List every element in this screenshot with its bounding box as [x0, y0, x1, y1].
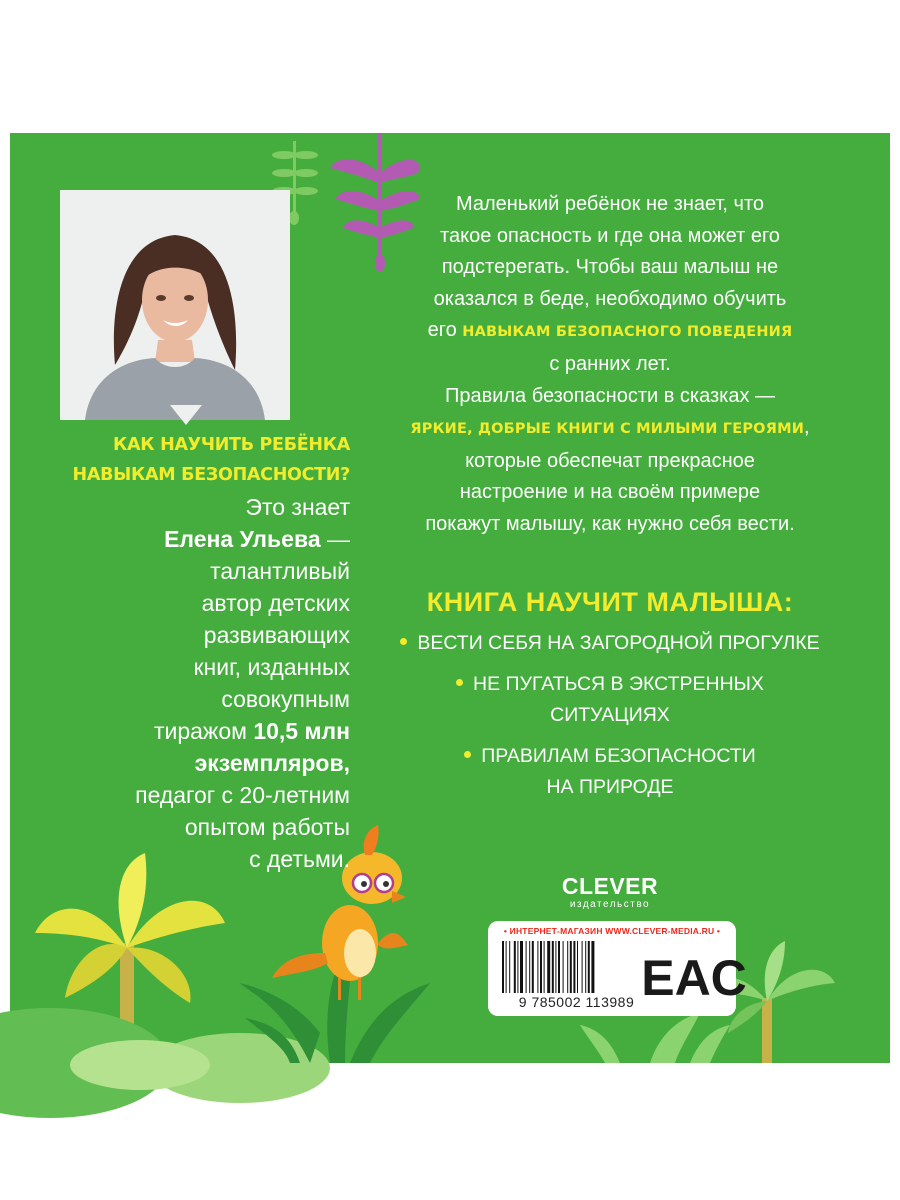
- bio-line: развивающих: [203, 622, 350, 648]
- list-item-text: НЕ ПУГАТЬСЯ В ЭКСТРЕННЫХ: [473, 673, 764, 695]
- intro-line: подстерегать. Чтобы ваш малыш не: [441, 256, 779, 279]
- bullet-dot-icon: [400, 638, 407, 645]
- bio-text: тиражом: [153, 718, 254, 744]
- author-portrait: [60, 190, 290, 420]
- eac-certification-icon: [641, 943, 747, 1006]
- barcode-bar: [577, 941, 578, 993]
- barcode-bar: [506, 941, 507, 993]
- intro-line: оказался в беде, необходимо обучить: [433, 287, 787, 310]
- publisher-name: CLEVER: [561, 873, 659, 899]
- bio-line: [50, 715, 350, 747]
- portrait-speech-tail: [170, 405, 202, 425]
- barcode-bar: [582, 941, 583, 993]
- intro-text: его: [427, 319, 463, 342]
- barcode-bar: [588, 941, 590, 993]
- teaches-list: [370, 628, 850, 813]
- book-description: [380, 189, 840, 541]
- bio-line: [50, 747, 350, 779]
- publisher-subtitle: издательство: [569, 899, 651, 910]
- bio-line: книг, изданных: [193, 654, 350, 680]
- barcode-bar: [502, 941, 504, 993]
- author-bio: [50, 491, 350, 875]
- barcode-icon: [500, 941, 650, 993]
- barcode-bar: [540, 941, 542, 993]
- barcode-bar: [517, 941, 518, 993]
- barcode-bar: [526, 941, 527, 993]
- list-item-line: [370, 628, 850, 659]
- intro-line: покажут малышу, как нужно себя вести.: [425, 512, 795, 535]
- highlight-skills: НАВЫКАМ БЕЗОПАСНОГО ПОВЕДЕНИЯ: [462, 324, 793, 341]
- intro-line: Правила безопасности в сказках —: [444, 384, 776, 407]
- barcode-bar: [514, 941, 516, 993]
- barcode-bar: [567, 941, 568, 993]
- bullet-dot-icon: [456, 679, 463, 686]
- author-name: Елена Ульева: [164, 526, 321, 552]
- list-item-text: ПРАВИЛАМ БЕЗОПАСНОСТИ: [481, 745, 756, 767]
- bio-line: с детьми.: [249, 846, 350, 872]
- author-info: [50, 430, 350, 875]
- list-item-text: ВЕСТИ СЕБЯ НА ЗАГОРОДНОЙ ПРОГУЛКЕ: [417, 632, 820, 654]
- list-item-line: [370, 741, 850, 772]
- intro-line: которые обеспечат прекрасное: [465, 449, 755, 472]
- barcode-bar: [537, 941, 538, 993]
- bio-line: [50, 523, 350, 555]
- bio-line: Это знает: [245, 494, 350, 520]
- barcode-bar: [520, 941, 523, 993]
- barcode-bar: [529, 941, 530, 993]
- list-item-line: [370, 669, 850, 700]
- teaches-heading: КНИГА НАУЧИТ МАЛЫША:: [426, 587, 794, 617]
- list-item-line: СИТУАЦИЯХ: [550, 704, 670, 726]
- eac-mark: EAC: [641, 950, 747, 1006]
- barcode-bar: [585, 941, 586, 993]
- bio-line: педагог с 20-летним: [135, 782, 350, 808]
- question-line: НАВЫКАМ БЕЗОПАСНОСТИ?: [72, 465, 350, 485]
- barcode-bar: [532, 941, 534, 993]
- author-photo-icon: [60, 190, 290, 420]
- bio-line: опытом работы: [184, 814, 350, 840]
- book-back-cover: [10, 133, 890, 1063]
- intro-line: настроение и на своём примере: [459, 481, 761, 504]
- barcode-bar: [555, 941, 556, 993]
- circulation-number: 10,5 млн: [253, 718, 350, 744]
- intro-line: [380, 412, 840, 446]
- intro-line: Маленький ребёнок не знает, что: [455, 193, 765, 215]
- question-line: КАК НАУЧИТЬ РЕБЁНКА: [113, 435, 350, 455]
- bio-dash: —: [320, 526, 350, 552]
- circulation-unit: экземпляров,: [194, 750, 350, 776]
- barcode-bar: [552, 941, 554, 993]
- author-question-heading: [50, 430, 350, 490]
- barcode-bar: [570, 941, 572, 993]
- intro-comma: ,: [804, 416, 810, 439]
- barcode-bar: [547, 941, 550, 993]
- barcode-bar: [563, 941, 564, 993]
- bio-line: автор детских: [201, 590, 350, 616]
- shop-url: • ИНТЕРНЕТ-МАГАЗИН WWW.CLEVER-MEDIA.RU •: [503, 926, 721, 936]
- barcode-bar: [591, 941, 594, 993]
- list-item: [370, 741, 850, 803]
- intro-line: [380, 315, 840, 349]
- list-item: [370, 628, 850, 659]
- bio-line: совокупным: [221, 686, 350, 712]
- bottom-right-foliage-icon: [580, 1013, 730, 1063]
- barcode-bar: [558, 941, 560, 993]
- barcode-bar: [509, 941, 510, 993]
- list-item: [370, 669, 850, 731]
- isbn-number: 9 785002 113989: [518, 994, 635, 1010]
- intro-line: такое опасность и где она может его: [440, 224, 780, 247]
- barcode-bar: [573, 941, 575, 993]
- barcode-bar: [544, 941, 545, 993]
- bio-line: талантливый: [210, 558, 350, 584]
- highlight-books: ЯРКИЕ, ДОБРЫЕ КНИГИ С МИЛЫМИ ГЕРОЯМИ: [410, 421, 805, 438]
- bullet-dot-icon: [464, 751, 471, 758]
- publisher-logo: [540, 873, 680, 911]
- barcode-panel: [488, 921, 747, 1016]
- list-item-line: НА ПРИРОДЕ: [546, 776, 674, 798]
- intro-line: с ранних лет.: [549, 352, 671, 375]
